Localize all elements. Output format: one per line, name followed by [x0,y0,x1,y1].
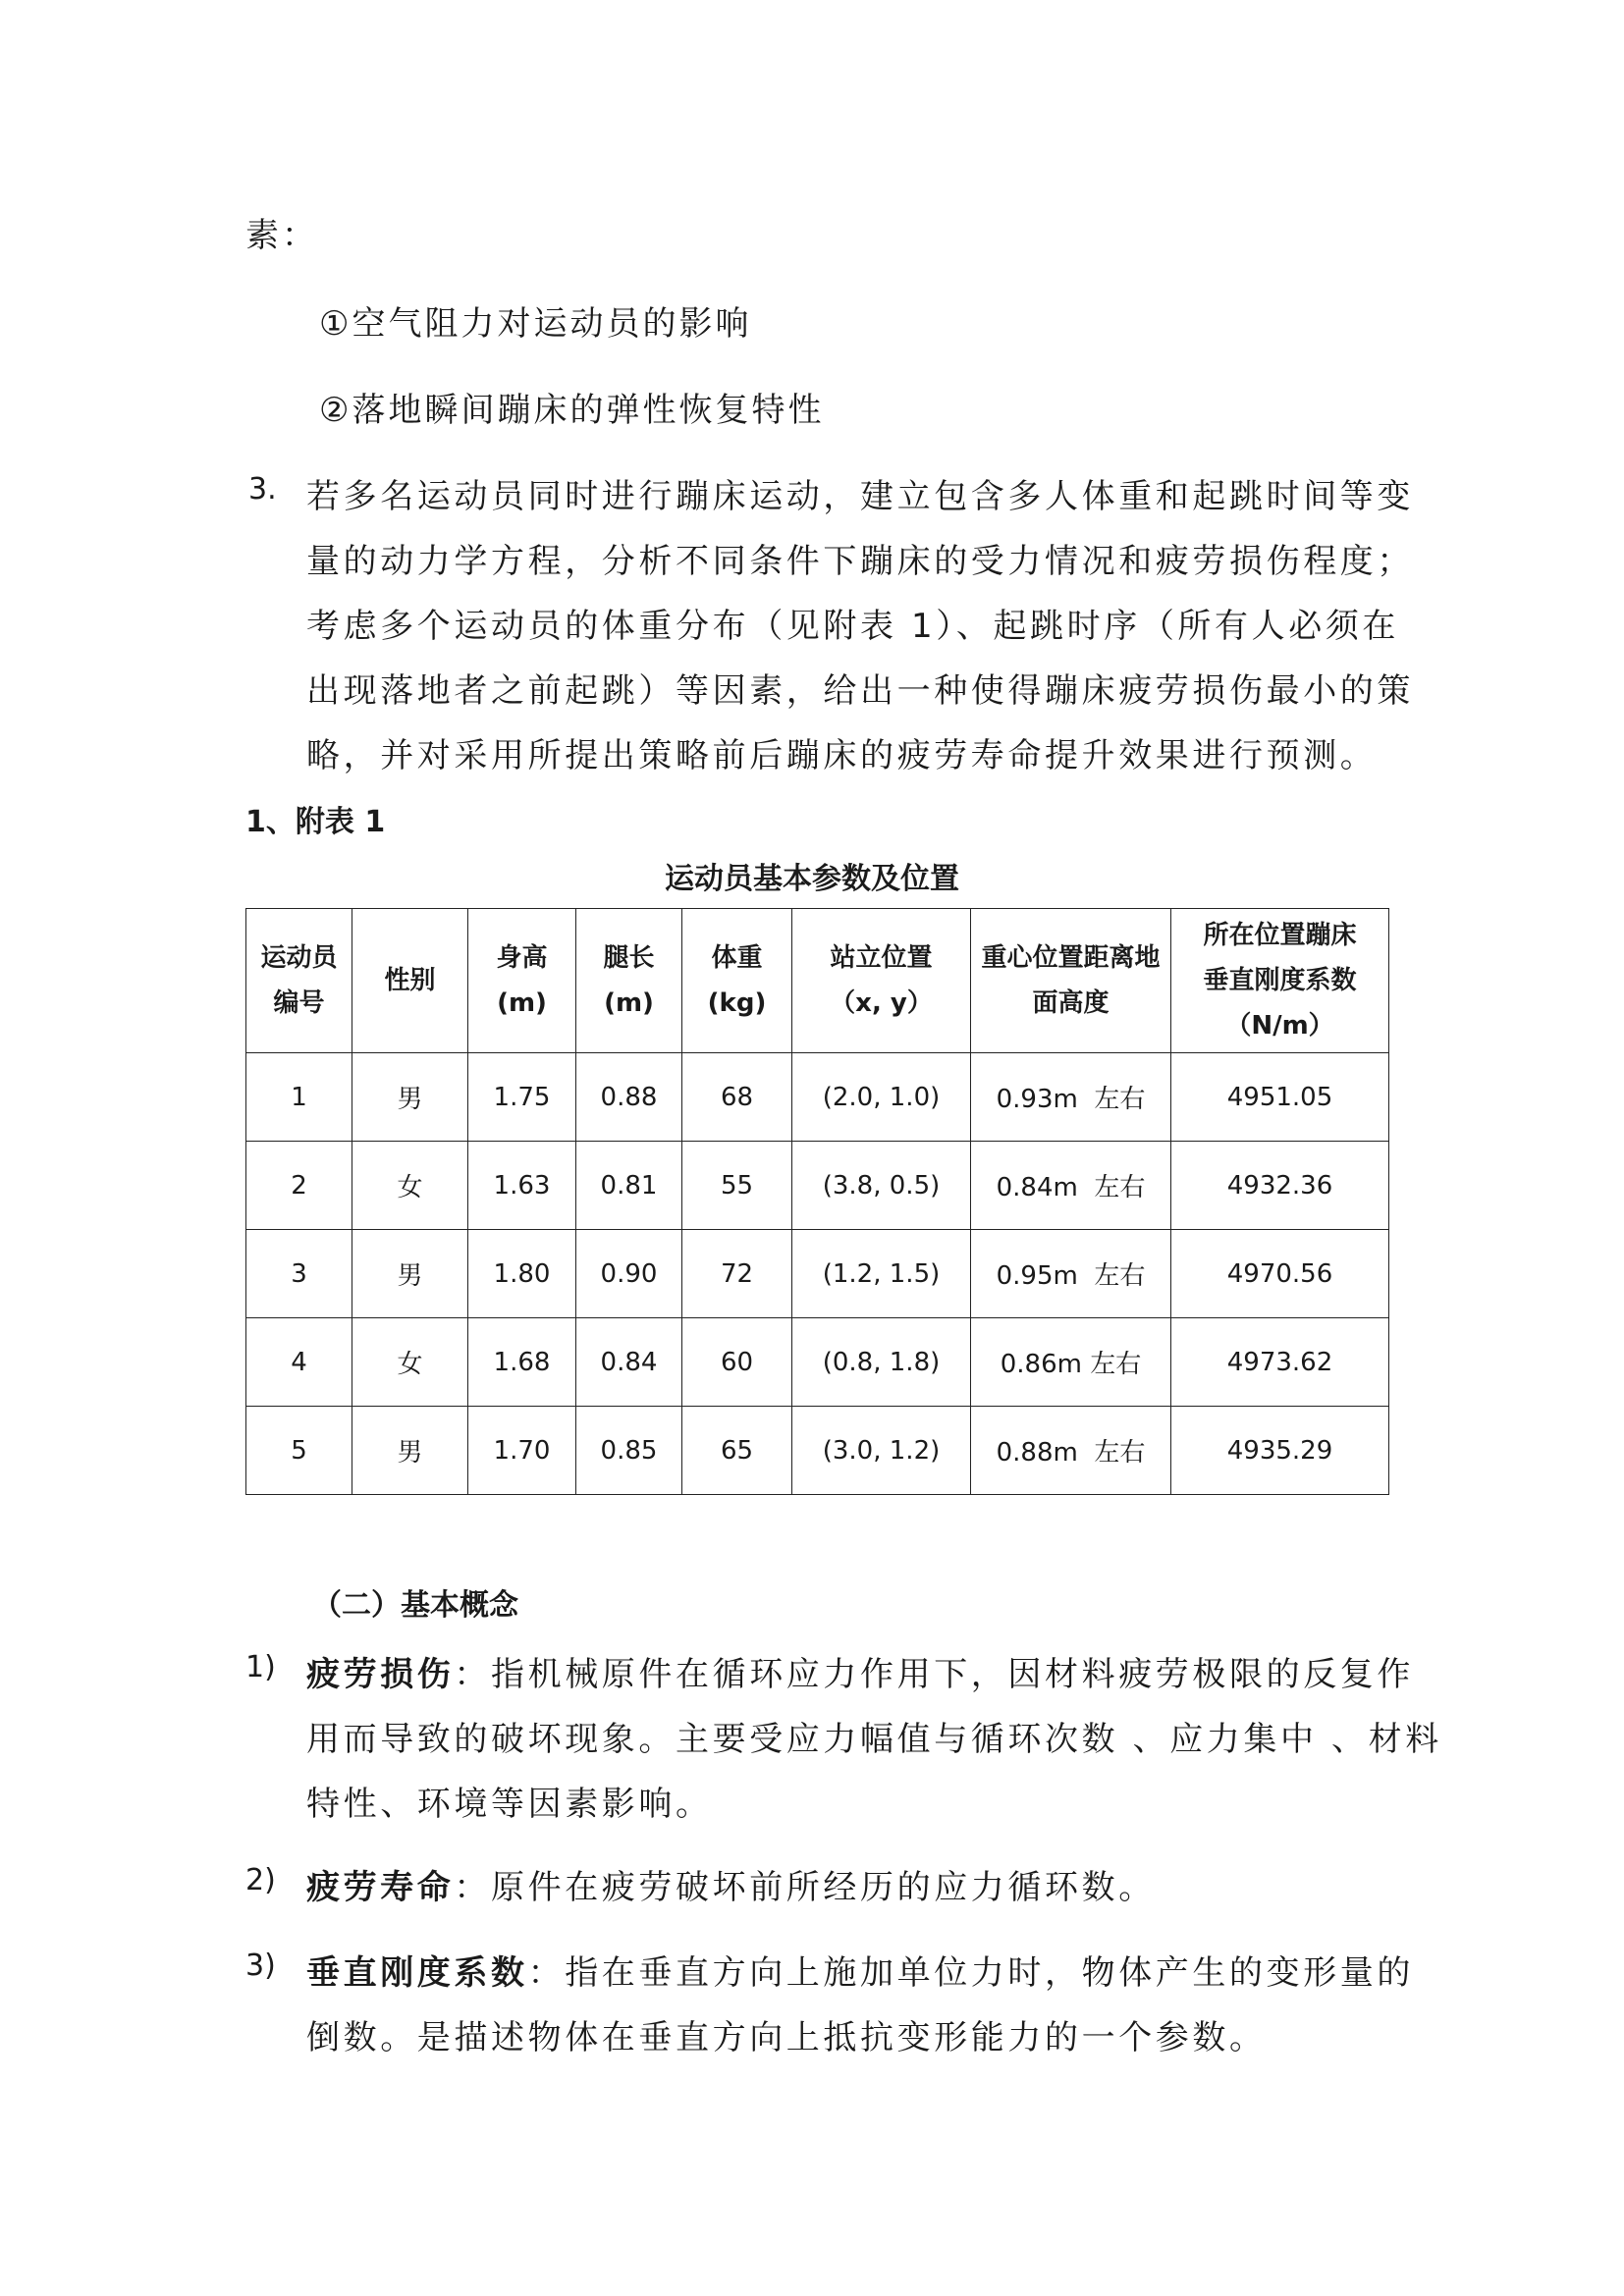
header-position: 站立位置 （x, y） [792,909,971,1053]
cell-gender: 男 [352,1230,468,1318]
cell-stiffness: 4932.36 [1171,1142,1389,1230]
cell-leg-length: 0.81 [576,1142,682,1230]
concept-1-line: 用而导致的破坏现象。主要受应力幅值与循环次数 、应力集中 、材料 [306,1720,1442,1759]
concept-2-line: 疲劳寿命：原件在疲劳破坏前所经历的应力循环数。 [306,1868,1156,1907]
concept-1-number: 1) [245,1650,276,1684]
cell-id: 4 [246,1318,352,1407]
cell-gender: 男 [352,1053,468,1142]
concept-3-term: 垂直刚度系数 [306,1953,528,1993]
table-row [246,1142,1389,1230]
question-3-number: 3. [248,472,277,507]
header-stiffness: 所在位置蹦床 垂直刚度系数 （N/m） [1171,909,1389,1053]
intro-suffix: 素： [245,216,318,255]
cell-stiffness: 4935.29 [1171,1407,1389,1495]
cell-id: 1 [246,1053,352,1142]
cell-leg-length: 0.84 [576,1318,682,1407]
table-row [246,1407,1389,1495]
cell-com-height: 0.88m 左右 [971,1407,1171,1495]
cell-position: (1.2, 1.5) [792,1230,971,1318]
concept-3-line: 垂直刚度系数：指在垂直方向上施加单位力时，物体产生的变形量的 [306,1953,1415,1993]
cell-gender: 女 [352,1142,468,1230]
header-gender: 性别 [352,909,468,1053]
cell-gender: 女 [352,1318,468,1407]
cell-com-height: 0.84m 左右 [971,1142,1171,1230]
cell-com-height: 0.86m 左右 [971,1318,1171,1407]
table-row [246,1230,1389,1318]
question-3-line: 出现落地者之前起跳）等因素，给出一种使得蹦床疲劳损伤最小的策 [306,671,1414,711]
header-leg-length: 腿长 (m) [576,909,682,1053]
concepts-heading: （二）基本概念 [312,1588,518,1623]
cell-height: 1.75 [468,1053,576,1142]
cell-height: 1.68 [468,1318,576,1407]
cell-position: (3.0, 1.2) [792,1407,971,1495]
factor-1: ①空气阻力对运动员的影响 [319,304,752,344]
concept-2-number: 2) [245,1863,276,1897]
concept-1-line: 疲劳损伤：指机械原件在循环应力作用下，因材料疲劳极限的反复作 [306,1655,1415,1694]
athlete-table [245,908,1389,1495]
concept-3-line: 倒数。是描述物体在垂直方向上抵抗变形能力的一个参数。 [306,2018,1267,2057]
cell-stiffness: 4951.05 [1171,1053,1389,1142]
header-center-of-mass-height: 重心位置距离地 面高度 [971,909,1171,1053]
cell-height: 1.70 [468,1407,576,1495]
cell-height: 1.63 [468,1142,576,1230]
cell-position: (0.8, 1.8) [792,1318,971,1407]
cell-id: 5 [246,1407,352,1495]
concept-2-term: 疲劳寿命 [306,1868,455,1907]
question-3-line: 若多名运动员同时进行蹦床运动，建立包含多人体重和起跳时间等变 [306,477,1414,516]
header-athlete-id: 运动员 编号 [246,909,352,1053]
cell-weight: 68 [682,1053,792,1142]
cell-stiffness: 4973.62 [1171,1318,1389,1407]
cell-weight: 72 [682,1230,792,1318]
cell-position: (2.0, 1.0) [792,1053,971,1142]
header-weight: 体重 (kg) [682,909,792,1053]
cell-height: 1.80 [468,1230,576,1318]
cell-weight: 55 [682,1142,792,1230]
cell-weight: 60 [682,1318,792,1407]
cell-leg-length: 0.85 [576,1407,682,1495]
concept-1-term: 疲劳损伤 [306,1655,455,1694]
header-height: 身高 (m) [468,909,576,1053]
question-3-line: 略，并对采用所提出策略前后蹦床的疲劳寿命提升效果进行预测。 [306,736,1378,775]
cell-position: (3.8, 0.5) [792,1142,971,1230]
cell-weight: 65 [682,1407,792,1495]
table-row [246,1053,1389,1142]
cell-gender: 男 [352,1407,468,1495]
cell-leg-length: 0.90 [576,1230,682,1318]
question-3-line: 考虑多个运动员的体重分布（见附表 1）、起跳时序（所有人必须在 [306,607,1400,646]
cell-com-height: 0.95m 左右 [971,1230,1171,1318]
appendix-heading: 1、附表 1 [245,805,386,839]
cell-id: 3 [246,1230,352,1318]
cell-com-height: 0.93m 左右 [971,1053,1171,1142]
cell-leg-length: 0.88 [576,1053,682,1142]
cell-id: 2 [246,1142,352,1230]
table-title: 运动员基本参数及位置 [665,862,959,896]
table-row [246,1318,1389,1407]
concept-3-number: 3) [245,1949,276,1983]
concept-1-line: 特性、环境等因素影响。 [306,1785,713,1824]
cell-stiffness: 4970.56 [1171,1230,1389,1318]
factor-2: ②落地瞬间蹦床的弹性恢复特性 [319,391,825,430]
question-3-line: 量的动力学方程，分析不同条件下蹦床的受力情况和疲劳损伤程度； [306,542,1414,581]
table-header-row [246,909,1389,1053]
